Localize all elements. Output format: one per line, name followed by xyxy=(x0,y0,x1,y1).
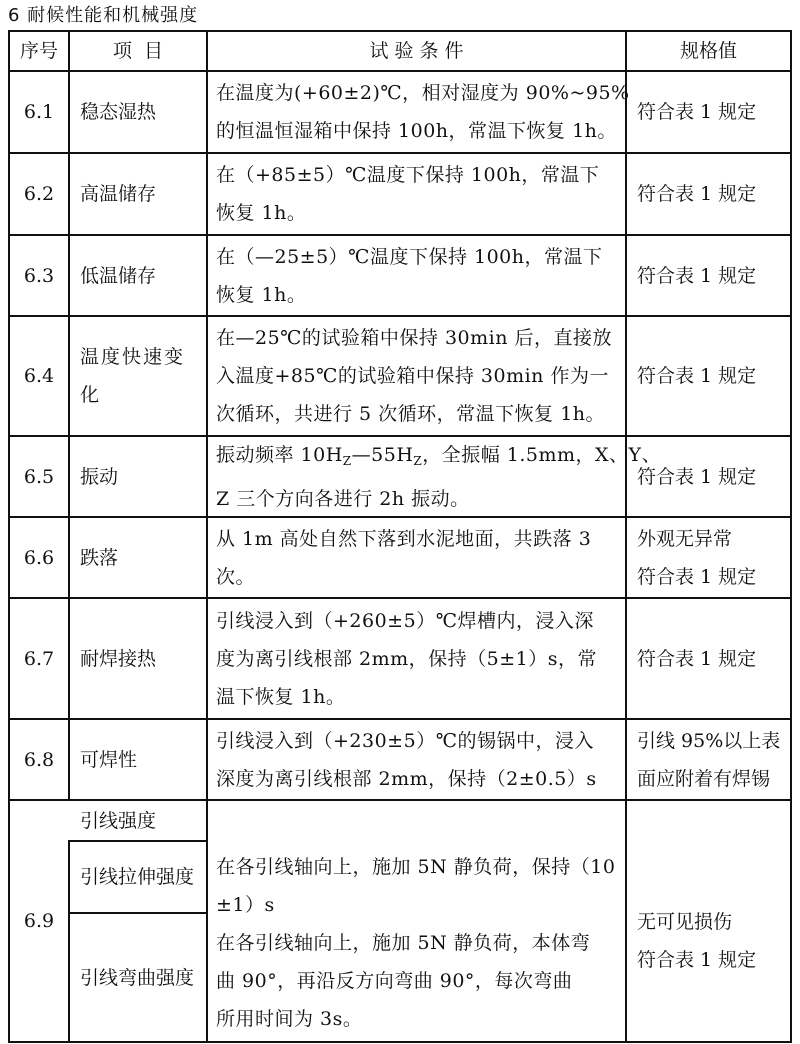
condition-line: 的恒温恒湿箱中保持 100h，常温下恢复 1h。 xyxy=(216,120,617,142)
spec-line: 面应附着有焊锡 xyxy=(637,767,771,790)
row-spec xyxy=(627,317,790,435)
condition-line: 从 1m 高处自然下落到水泥地面，共跌落 3 xyxy=(216,527,592,550)
row-item: 跌落 xyxy=(80,546,119,569)
row-condition xyxy=(208,437,662,516)
row-spec xyxy=(627,720,790,799)
row-condition xyxy=(208,317,625,435)
row-no: 6.3 xyxy=(23,264,55,287)
row-condition xyxy=(208,154,625,234)
condition-line: 在（—25±5）℃温度下保持 100h，常温下 xyxy=(216,245,603,268)
condition-line: 温下恢复 1h。 xyxy=(216,685,346,708)
row-item: 引线强度 xyxy=(80,809,157,832)
header-item-label: 项 目 xyxy=(112,40,164,62)
header-item xyxy=(70,32,206,70)
row-spec xyxy=(627,72,790,152)
spec-line: 符合表 1 规定 xyxy=(637,365,757,387)
header-condition-label: 试 验 条 件 xyxy=(369,40,464,62)
row-item: 可焊性 xyxy=(80,748,138,771)
row-no: 6.9 xyxy=(23,910,55,932)
condition-line: 次循环，共进行 5 次循环，常温下恢复 1h。 xyxy=(216,403,606,425)
row-item: 振动 xyxy=(80,465,119,488)
row-condition xyxy=(208,518,625,597)
spec-line: 外观无异常 xyxy=(637,527,733,550)
row-spec xyxy=(627,437,790,516)
row-no: 6.7 xyxy=(23,647,55,670)
condition-line: 在—25℃的试验箱中保持 30min 后，直接放 xyxy=(216,327,613,349)
condition-line: 振动频率 $10H_Z—55H_Z$，全振幅 1.5mm，X、Y、 xyxy=(216,443,662,468)
spec-line: 符合表 1 规定 xyxy=(637,647,757,670)
item-line: 温度快速变 xyxy=(80,346,186,368)
row-item xyxy=(70,317,206,435)
condition-line: 入温度+85℃的试验箱中保持 30min 作为一 xyxy=(216,365,609,387)
row-condition xyxy=(208,599,625,718)
row-spec xyxy=(627,599,790,718)
condition-line: 次。 xyxy=(216,565,256,588)
spec-line: 引线 95%以上表 xyxy=(637,729,781,752)
condition-line: 在各引线轴向上，施加 5N 静负荷，保持（10 xyxy=(216,856,616,878)
row-sub-item: 引线弯曲强度 xyxy=(80,966,195,989)
spec-line: 符合表 1 规定 xyxy=(637,101,757,123)
condition-line: 在（+85±5）℃温度下保持 100h，常温下 xyxy=(216,164,600,186)
row-no: 6.8 xyxy=(23,748,55,771)
spec-line: 符合表 1 规定 xyxy=(637,264,757,287)
header-condition xyxy=(208,32,625,70)
row-condition xyxy=(208,236,625,315)
spec-line: 无可见损伤 xyxy=(637,911,733,933)
condition-line: 恢复 1h。 xyxy=(216,283,307,306)
row-condition xyxy=(208,720,625,799)
row-item: 低温储存 xyxy=(80,264,157,287)
row-no: 6.6 xyxy=(23,546,55,569)
condition-line: 所用时间为 3s。 xyxy=(216,1008,363,1030)
header-spec: 规格值 xyxy=(679,40,737,62)
condition-line: 引线浸入到（+260±5）℃焊槽内，浸入深 xyxy=(216,609,594,632)
table-rule xyxy=(790,30,792,1043)
condition-line: 在各引线轴向上，施加 5N 静负荷，本体弯 xyxy=(216,932,591,954)
table-rule xyxy=(8,1041,792,1043)
row-spec xyxy=(627,154,790,234)
spec-line: 符合表 1 规定 xyxy=(637,949,757,971)
spec-line: 符合表 1 规定 xyxy=(637,565,757,588)
condition-line: 引线浸入到（+230±5）℃的锡锅中，浸入 xyxy=(216,729,594,752)
row-condition xyxy=(208,72,630,152)
row-no: 6.1 xyxy=(23,101,55,123)
row-sub-item: 引线拉伸强度 xyxy=(80,866,195,888)
condition-line: ±1）s xyxy=(216,894,275,916)
condition-line: 在温度为(+60±2)℃，相对湿度为 90%~95% xyxy=(216,82,630,104)
condition-line: 恢复 1h。 xyxy=(216,202,307,224)
spec-line: 符合表 1 规定 xyxy=(637,465,757,488)
condition-line: 度为离引线根部 2mm，保持（5±1）s，常 xyxy=(216,647,598,670)
row-spec xyxy=(627,801,790,1041)
condition-line: 曲 90°，再沿反方向弯曲 90°，每次弯曲 xyxy=(216,970,573,992)
item-line: 化 xyxy=(80,384,100,406)
header-no: 序号 xyxy=(19,40,58,62)
row-no: 6.2 xyxy=(23,183,55,205)
row-spec xyxy=(627,236,790,315)
spec-line: 符合表 1 规定 xyxy=(637,183,757,205)
row-item: 耐焊接热 xyxy=(80,647,157,670)
condition-line: Z 三个方向各进行 2h 振动。 xyxy=(216,487,470,510)
section-title: 6 耐候性能和机械强度 xyxy=(8,5,199,26)
row-item: 稳态湿热 xyxy=(80,101,157,123)
row-item: 高温储存 xyxy=(80,183,157,205)
row-no: 6.5 xyxy=(23,465,55,488)
row-spec xyxy=(627,518,790,597)
row-no: 6.4 xyxy=(23,365,55,387)
row-condition xyxy=(208,801,625,1041)
condition-line: 深度为离引线根部 2mm，保持（2±0.5）s xyxy=(216,767,597,790)
